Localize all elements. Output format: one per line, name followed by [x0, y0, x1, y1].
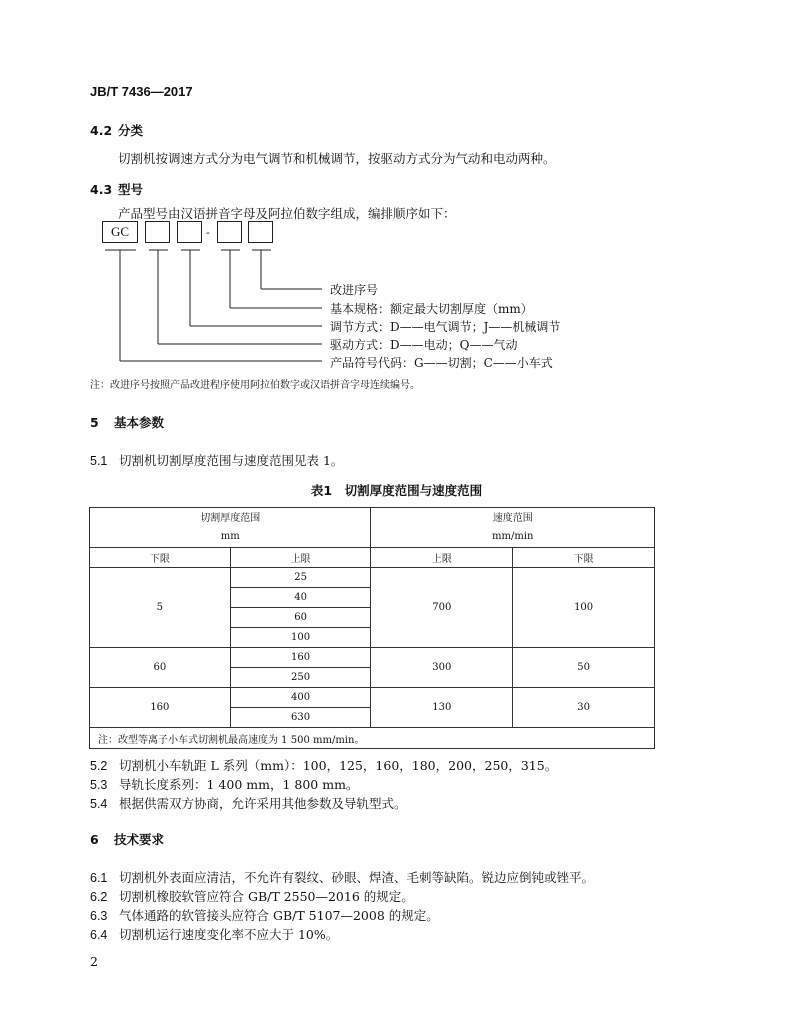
item-number: 6.4: [90, 928, 108, 942]
cell-thickness-high: 630: [230, 708, 371, 728]
item-text: 气体通路的软管接头应符合 GB/T 5107—2008 的规定。: [119, 908, 439, 923]
cell-speed-low: 50: [513, 648, 655, 688]
cell-thickness-high: 40: [230, 588, 371, 608]
cell-thickness-high: 60: [230, 608, 371, 628]
group-header-speed: [371, 508, 655, 548]
cell-thickness-low: 160: [90, 688, 231, 728]
model-note: 注：改进序号按照产品改进程序使用阿拉伯数字或汉语拼音字母连续编号。: [90, 380, 420, 391]
item-number: 5.4: [90, 797, 108, 811]
section-number: 4.3: [90, 182, 113, 197]
column-header: 上限: [371, 548, 513, 568]
cell-thickness-high: 160: [230, 648, 371, 668]
item-text: 切割机外表面应清洁，不允许有裂纹、砂眼、焊渣、毛刺等缺陷。锐边应倒钝或锉平。: [119, 870, 595, 885]
item-number: 5.3: [90, 778, 108, 792]
item-text: 切割机运行速度变化率不应大于 10%。: [119, 927, 339, 942]
cell-thickness-high: 400: [230, 688, 371, 708]
table-row: [90, 688, 655, 708]
model-label-revision: 改进序号: [330, 283, 379, 297]
table-note: 注：改型等离子小车式切割机最高速度为 1 500 mm/min。: [90, 728, 655, 749]
group-label: 切割厚度范围: [200, 512, 261, 524]
cell-thickness-high: 250: [230, 668, 371, 688]
cell-thickness-high: 25: [230, 568, 371, 588]
column-header: 下限: [513, 548, 655, 568]
cell-thickness-low: 60: [90, 648, 231, 688]
cell-thickness-low: 5: [90, 568, 231, 648]
section-title: 基本参数: [114, 415, 165, 430]
item-number: 6.1: [90, 871, 108, 885]
item-text: 根据供需双方协商，允许采用其他参数及导轨型式。: [119, 796, 407, 811]
item-text: 切割机小车轨距 L 系列（mm）：100，125，160，180，200，250，315。: [119, 758, 558, 773]
table-1-title: 表1 切割厚度范围与速度范围: [310, 483, 483, 498]
item-text: 切割机切割厚度范围与速度范围见表 1。: [119, 453, 344, 468]
section-5-4: [90, 794, 407, 812]
standard-number: JB/T 7436—2017: [90, 84, 193, 99]
cell-speed-low: 30: [513, 688, 655, 728]
section-6-2: [90, 887, 414, 905]
group-unit: mm/min: [492, 530, 534, 542]
model-box-prefix: GC: [102, 221, 138, 243]
page-number: 2: [90, 954, 98, 969]
cell-speed-high: 300: [371, 648, 513, 688]
column-header: 上限: [230, 548, 371, 568]
item-number: 6.3: [90, 909, 108, 923]
section-5-2: [90, 756, 557, 774]
section-title: 型号: [118, 182, 144, 197]
model-label-adjust: 调节方式：D——电气调节；J——机械调节: [330, 320, 561, 334]
table-row: [90, 648, 655, 668]
model-intro-text: 产品型号由汉语拼音字母及阿拉伯数字组成，编排顺序如下：: [118, 206, 456, 221]
cell-speed-high: 130: [371, 688, 513, 728]
table-1: [89, 507, 655, 749]
item-number: 5.2: [90, 759, 108, 773]
section-title: 技术要求: [114, 832, 165, 847]
model-dash: -: [206, 226, 210, 239]
model-label-spec: 基本规格：额定最大切割厚度（mm）: [330, 302, 533, 316]
model-label-product-code: 产品符号代码：G——切割；C——小车式: [330, 356, 553, 370]
column-header: 下限: [90, 548, 231, 568]
section-5-1: [90, 451, 343, 469]
item-number: 6.2: [90, 890, 108, 904]
section-5-heading: [90, 413, 164, 431]
section-6-4: [90, 925, 338, 943]
cell-thickness-high: 100: [230, 628, 371, 648]
item-text: 导轨长度系列：1 400 mm，1 800 mm。: [119, 777, 359, 792]
cell-speed-high: 700: [371, 568, 513, 648]
group-label: 速度范围: [492, 512, 533, 524]
section-6-1: [90, 868, 594, 886]
section-number: 4.2: [90, 123, 113, 138]
cell-speed-low: 100: [513, 568, 655, 648]
section-4-2-text: 切割机按调速方式分为电气调节和机械调节，按驱动方式分为气动和电动两种。: [118, 151, 556, 166]
section-6-3: [90, 906, 439, 924]
group-header-thickness: [90, 508, 371, 548]
item-number: 5.1: [90, 454, 108, 468]
table-row: [90, 568, 655, 588]
section-5-3: [90, 775, 358, 793]
group-unit: mm: [220, 530, 240, 542]
section-title: 分类: [118, 123, 144, 138]
section-number: 5: [90, 415, 99, 430]
item-text: 切割机橡胶软管应符合 GB/T 2550—2016 的规定。: [119, 889, 414, 904]
model-label-drive: 驱动方式：D——电动；Q——气动: [330, 338, 518, 352]
section-number: 6: [90, 832, 99, 847]
section-6-heading: [90, 830, 164, 848]
